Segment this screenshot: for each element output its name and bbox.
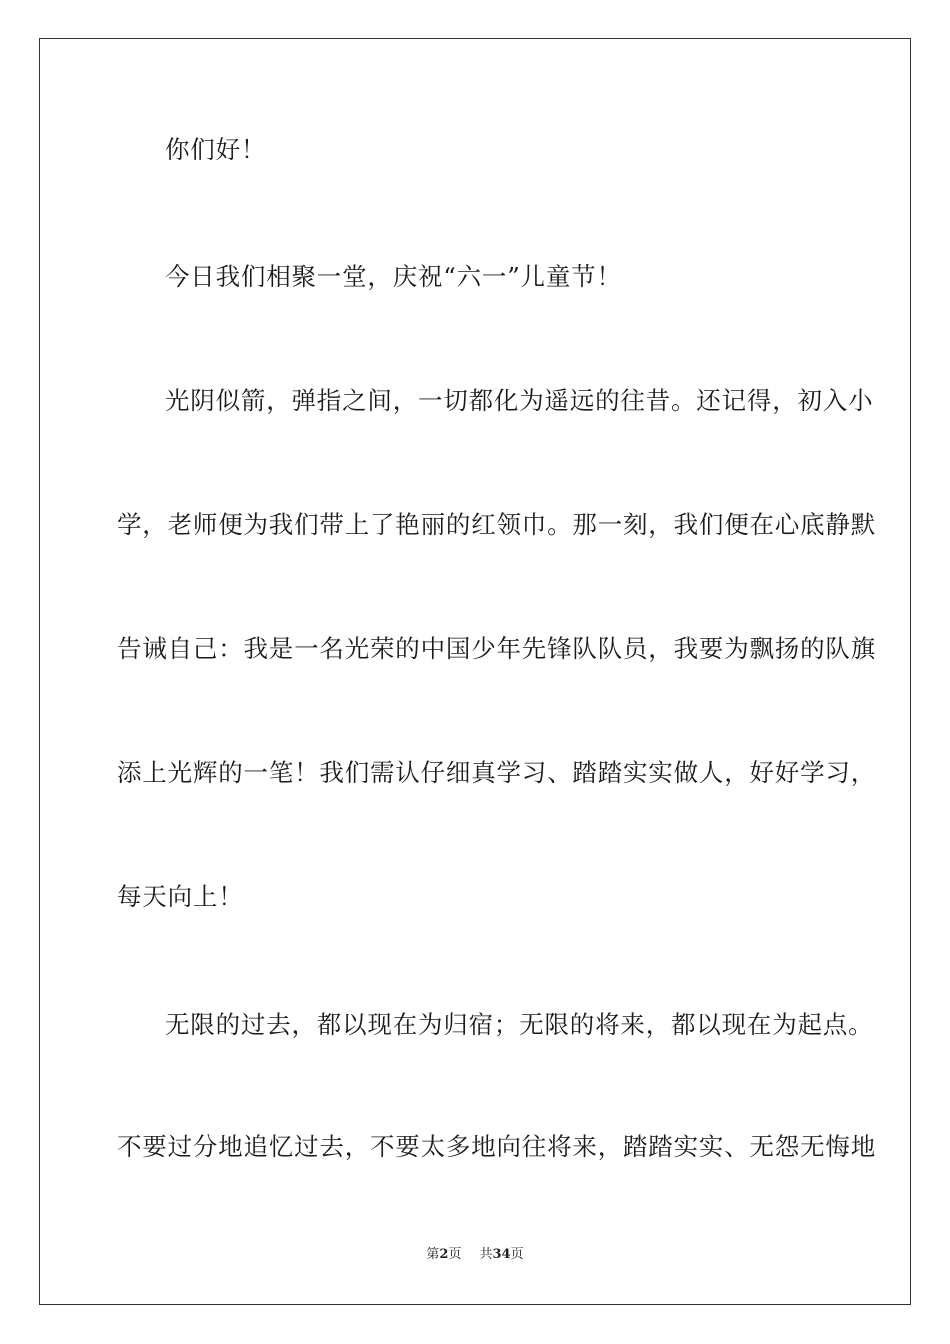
page-prefix: 第 xyxy=(426,1247,440,1262)
text-line-intro: 今日我们相聚一堂，庆祝“六一”儿童节！ xyxy=(165,262,622,291)
total-prefix: 共 xyxy=(479,1247,493,1262)
page-border xyxy=(39,38,911,1305)
page-footer xyxy=(0,1246,950,1264)
text-line: 学，老师便为我们带上了艳丽的红领巾。那一刻，我们便在心底静默 xyxy=(117,510,876,539)
text-line: 告诫自己：我是一名光荣的中国少年先锋队队员，我要为飘扬的队旗 xyxy=(117,634,876,663)
text-line: 添上光辉的一笔！我们需认仔细真学习、踏踏实实做人，好好学习， xyxy=(117,758,876,787)
text-line: 每天向上！ xyxy=(117,882,244,911)
page-number: 2 xyxy=(439,1247,449,1262)
text-line-greeting: 你们好！ xyxy=(165,135,267,164)
text-line-paragraph-3-start: 无限的过去，都以现在为归宿；无限的将来，都以现在为起点。 xyxy=(165,1010,874,1039)
total-suffix: 页 xyxy=(510,1247,524,1262)
page-suffix: 页 xyxy=(448,1247,462,1262)
text-line-paragraph-2-start: 光阴似箭，弹指之间，一切都化为遥远的往昔。还记得，初入小 xyxy=(165,386,874,415)
text-line: 不要过分地追忆过去，不要太多地向往将来，踏踏实实、无怨无悔地 xyxy=(117,1132,876,1161)
total-pages: 34 xyxy=(492,1247,511,1262)
